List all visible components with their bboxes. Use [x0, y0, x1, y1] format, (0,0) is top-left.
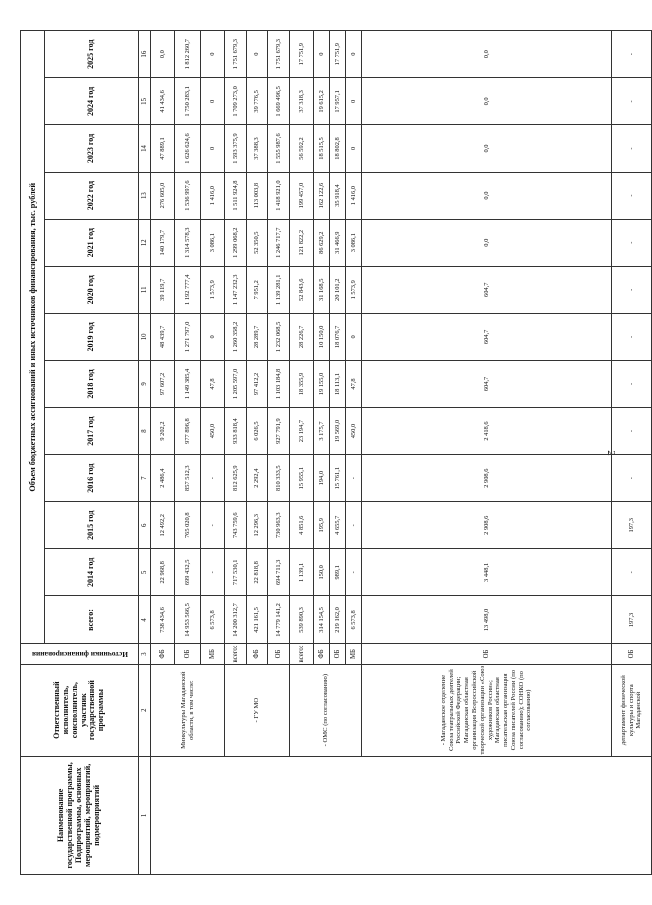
- year-value-cell: 52 350,5: [247, 219, 268, 266]
- year-value-cell: -: [612, 78, 652, 125]
- year-value-cell: 717 530,1: [225, 549, 247, 596]
- year-value-cell: 810 333,5: [268, 455, 290, 502]
- total-cell: 314 154,5: [314, 596, 330, 644]
- year-value-cell: -: [612, 266, 652, 313]
- total-cell: 6 573,8: [201, 596, 225, 644]
- year-value-cell: 47,8: [201, 360, 225, 407]
- source-cell: ОБ: [362, 644, 612, 664]
- source-cell: ОБ: [330, 644, 346, 664]
- year-value-cell: 113 003,8: [247, 172, 268, 219]
- header-name: Наименование государственной программы, Подпрограммы, основных мероприятий, мероприятий, подмероприятий: [21, 756, 139, 874]
- year-value-cell: 1 751 679,3: [268, 31, 290, 78]
- executor-cell: - ОМС (по согласованию): [290, 664, 362, 756]
- year-value-cell: -: [346, 502, 362, 549]
- year-value-cell: 3 175,7: [314, 408, 330, 455]
- table-row: [362, 31, 612, 875]
- total-cell: 219 162,0: [330, 596, 346, 644]
- year-value-cell: 0: [201, 125, 225, 172]
- year-value-cell: 1 669 496,5: [268, 78, 290, 125]
- column-number: 11: [139, 266, 151, 313]
- year-value-cell: 812 625,9: [225, 455, 247, 502]
- year-value-cell: 35 918,4: [330, 172, 346, 219]
- year-value-cell: 19 569,0: [330, 408, 346, 455]
- year-value-cell: 1 812 260,7: [175, 31, 201, 78]
- column-number: 8: [139, 408, 151, 455]
- year-value-cell: 1 260 358,2: [225, 313, 247, 360]
- year-value-cell: 162 122,6: [314, 172, 330, 219]
- year-value-cell: 0,0: [362, 172, 612, 219]
- header-year: 2014 год: [45, 549, 139, 596]
- funding-table: [20, 30, 652, 875]
- executor-cell: - ГУ МО: [225, 664, 290, 756]
- year-value-cell: 37 318,3: [290, 78, 314, 125]
- year-value-cell: -: [612, 455, 652, 502]
- year-value-cell: 17 957,1: [330, 78, 346, 125]
- year-value-cell: -: [612, 172, 652, 219]
- table-row: [151, 31, 175, 875]
- year-value-cell: 765 020,8: [175, 502, 201, 549]
- year-value-cell: 2 908,6: [362, 502, 612, 549]
- source-cell: всего:: [290, 644, 314, 664]
- year-value-cell: 18 076,7: [330, 313, 346, 360]
- year-value-cell: 1 418 921,0: [268, 172, 290, 219]
- column-number: 5: [139, 549, 151, 596]
- year-value-cell: 28 289,7: [247, 313, 268, 360]
- year-value-cell: 18 355,9: [290, 360, 314, 407]
- table-row: [290, 31, 314, 875]
- header-year: 2025 год: [45, 31, 139, 78]
- year-value-cell: 604,7: [362, 266, 612, 313]
- year-value-cell: 989,1: [330, 549, 346, 596]
- year-value-cell: 1 750 283,1: [175, 78, 201, 125]
- year-value-cell: 1 536 997,6: [175, 172, 201, 219]
- year-value-cell: 86 629,2: [314, 219, 330, 266]
- year-value-cell: 276 605,0: [151, 172, 175, 219]
- year-value-cell: 1 299 068,2: [225, 219, 247, 266]
- year-value-cell: 699 432,5: [175, 549, 201, 596]
- year-value-cell: 37 388,3: [247, 125, 268, 172]
- year-value-cell: -: [612, 360, 652, 407]
- year-value-cell: 17 751,9: [290, 31, 314, 78]
- year-value-cell: 197,3: [612, 502, 652, 549]
- year-value-cell: -: [612, 408, 652, 455]
- year-value-cell: 977 896,8: [175, 408, 201, 455]
- year-value-cell: 19 155,0: [314, 360, 330, 407]
- source-cell: всего:: [225, 644, 247, 664]
- column-number: 13: [139, 172, 151, 219]
- year-value-cell: 2 908,6: [362, 455, 612, 502]
- year-value-cell: 1 271 797,0: [175, 313, 201, 360]
- column-number: 14: [139, 125, 151, 172]
- year-value-cell: 0: [201, 313, 225, 360]
- header-year: 2019 год: [45, 313, 139, 360]
- year-value-cell: 0: [346, 125, 362, 172]
- year-value-cell: 2 292,4: [247, 455, 268, 502]
- year-value-cell: 743 759,6: [225, 502, 247, 549]
- year-value-cell: 1 709 273,0: [225, 78, 247, 125]
- year-value-cell: 0: [201, 78, 225, 125]
- year-value-cell: -: [346, 455, 362, 502]
- year-value-cell: 2 418,6: [362, 408, 612, 455]
- executor-cell: департамент физической культуры и спорта Магаданской: [612, 664, 652, 756]
- year-value-cell: -: [612, 125, 652, 172]
- source-cell: ФБ: [151, 644, 175, 664]
- year-value-cell: 22 818,8: [247, 549, 268, 596]
- year-value-cell: 48 439,7: [151, 313, 175, 360]
- year-value-cell: 1 416,0: [201, 172, 225, 219]
- total-cell: 738 434,6: [151, 596, 175, 644]
- executor-cell: Минкультуры Магаданской области, в том числе:: [151, 664, 225, 756]
- year-value-cell: 0,0: [362, 125, 612, 172]
- column-number: 2: [139, 664, 151, 756]
- total-cell: 6 573,8: [346, 596, 362, 644]
- year-value-cell: 1 139,1: [290, 549, 314, 596]
- year-value-cell: 7 951,2: [247, 266, 268, 313]
- year-value-cell: 195,9: [314, 502, 330, 549]
- year-value-cell: 1 149 385,4: [175, 360, 201, 407]
- year-value-cell: 4 655,7: [330, 502, 346, 549]
- year-value-cell: 0: [346, 313, 362, 360]
- year-value-cell: 15 761,1: [330, 455, 346, 502]
- year-value-cell: 10 150,0: [314, 313, 330, 360]
- header-year: 2024 год: [45, 78, 139, 125]
- year-value-cell: 857 512,3: [175, 455, 201, 502]
- year-value-cell: 1 232 068,5: [268, 313, 290, 360]
- column-number: 15: [139, 78, 151, 125]
- table-row: [225, 31, 247, 875]
- header-year: 2020 год: [45, 266, 139, 313]
- column-number: 7: [139, 455, 151, 502]
- funding-table-page: [20, 30, 643, 875]
- executor-cell: - Магаданское отделение Союза театральных деятелей Российской Федерации; Магаданская областная организация Всероссийской творческой организации «Союз художников России»; Магаданская областная писательская организация Союза писателей России (по согласованию); СОНКО (по согласованию): [362, 664, 612, 756]
- source-cell: ФБ: [247, 644, 268, 664]
- year-value-cell: 1 555 987,6: [268, 125, 290, 172]
- year-value-cell: 0: [314, 31, 330, 78]
- year-value-cell: 121 822,2: [290, 219, 314, 266]
- year-value-cell: 694 711,3: [268, 549, 290, 596]
- year-value-cell: 1 511 924,8: [225, 172, 247, 219]
- year-value-cell: 9 202,2: [151, 408, 175, 455]
- year-value-cell: 730 963,3: [268, 502, 290, 549]
- year-value-cell: -: [201, 502, 225, 549]
- column-number: 9: [139, 360, 151, 407]
- total-cell: 14 200 312,7: [225, 596, 247, 644]
- year-value-cell: 17 751,9: [330, 31, 346, 78]
- header-funding-title: Объем бюджетных ассигнований и иных источников финансирования, тыс. рублей: [21, 31, 45, 645]
- year-value-cell: 28 226,7: [290, 313, 314, 360]
- header-year: 2022 год: [45, 172, 139, 219]
- year-value-cell: 1 626 624,6: [175, 125, 201, 172]
- year-value-cell: 15 955,1: [290, 455, 314, 502]
- year-value-cell: 3 086,1: [346, 219, 362, 266]
- total-cell: 197,3: [612, 596, 652, 644]
- year-value-cell: 41 434,6: [151, 78, 175, 125]
- header-year: 2015 год: [45, 502, 139, 549]
- year-value-cell: 47,8: [346, 360, 362, 407]
- header-year: 2018 год: [45, 360, 139, 407]
- year-value-cell: 12 296,3: [247, 502, 268, 549]
- total-cell: 421 161,5: [247, 596, 268, 644]
- header-year: 2016 год: [45, 455, 139, 502]
- year-value-cell: 20 101,2: [330, 266, 346, 313]
- total-cell: 14 779 141,2: [268, 596, 290, 644]
- year-value-cell: 19 615,2: [314, 78, 330, 125]
- year-value-cell: 1 314 578,3: [175, 219, 201, 266]
- table-row: [612, 31, 652, 875]
- year-value-cell: 3 086,1: [201, 219, 225, 266]
- page-number: 2: [605, 450, 617, 456]
- header-year: 2021 год: [45, 219, 139, 266]
- year-value-cell: 199 457,0: [290, 172, 314, 219]
- year-value-cell: 97 607,2: [151, 360, 175, 407]
- program-name-cell: [151, 756, 652, 874]
- year-value-cell: 1 573,9: [201, 266, 225, 313]
- year-value-cell: 31 466,9: [330, 219, 346, 266]
- year-value-cell: 604,7: [362, 360, 612, 407]
- year-value-cell: 3 448,1: [362, 549, 612, 596]
- year-value-cell: 18 113,1: [330, 360, 346, 407]
- year-value-cell: 4 851,6: [290, 502, 314, 549]
- year-value-cell: 0,0: [362, 219, 612, 266]
- year-value-cell: 0,0: [362, 78, 612, 125]
- year-value-cell: 31 168,5: [314, 266, 330, 313]
- year-value-cell: 450,0: [201, 408, 225, 455]
- year-value-cell: 604,7: [362, 313, 612, 360]
- year-value-cell: 2 486,4: [151, 455, 175, 502]
- source-cell: ОБ: [268, 644, 290, 664]
- year-value-cell: 0: [346, 78, 362, 125]
- year-value-cell: -: [612, 219, 652, 266]
- header-source: Источники финансирования: [21, 644, 139, 664]
- year-value-cell: 1 573,9: [346, 266, 362, 313]
- year-value-cell: 0: [346, 31, 362, 78]
- header-year: 2023 год: [45, 125, 139, 172]
- year-value-cell: -: [612, 31, 652, 78]
- column-number: 6: [139, 502, 151, 549]
- year-value-cell: 39 776,5: [247, 78, 268, 125]
- year-value-cell: 22 968,8: [151, 549, 175, 596]
- column-number: 1: [139, 756, 151, 874]
- year-value-cell: 97 412,2: [247, 360, 268, 407]
- total-cell: 14 953 566,5: [175, 596, 201, 644]
- source-cell: ФБ: [314, 644, 330, 664]
- year-value-cell: 0,0: [151, 31, 175, 78]
- column-number: 4: [139, 596, 151, 644]
- year-value-cell: 927 791,9: [268, 408, 290, 455]
- year-value-cell: 1 192 777,4: [175, 266, 201, 313]
- year-value-cell: 450,0: [346, 408, 362, 455]
- source-cell: ОБ: [175, 644, 201, 664]
- year-value-cell: 47 889,1: [151, 125, 175, 172]
- year-value-cell: 1 246 717,7: [268, 219, 290, 266]
- source-cell: МБ: [346, 644, 362, 664]
- year-value-cell: 1 103 184,8: [268, 360, 290, 407]
- year-value-cell: 39 119,7: [151, 266, 175, 313]
- year-value-cell: -: [346, 549, 362, 596]
- year-value-cell: 194,0: [314, 455, 330, 502]
- year-value-cell: -: [201, 455, 225, 502]
- total-cell: 13 498,0: [362, 596, 612, 644]
- year-value-cell: 140 179,7: [151, 219, 175, 266]
- year-value-cell: 0: [247, 31, 268, 78]
- column-number: 3: [139, 644, 151, 664]
- header-executor: Ответственный исполнитель, соисполнитель, участник государственной программы: [21, 664, 139, 756]
- year-value-cell: 52 843,6: [290, 266, 314, 313]
- year-value-cell: 1 593 375,9: [225, 125, 247, 172]
- year-value-cell: 6 026,5: [247, 408, 268, 455]
- year-value-cell: 1 139 281,1: [268, 266, 290, 313]
- year-value-cell: 18 515,5: [314, 125, 330, 172]
- source-cell: МБ: [201, 644, 225, 664]
- year-value-cell: 933 818,4: [225, 408, 247, 455]
- year-value-cell: 1 751 679,3: [225, 31, 247, 78]
- header-year: 2017 год: [45, 408, 139, 455]
- year-value-cell: 18 802,8: [330, 125, 346, 172]
- year-value-cell: 0: [201, 31, 225, 78]
- column-number: 12: [139, 219, 151, 266]
- column-number: 10: [139, 313, 151, 360]
- year-value-cell: 56 592,2: [290, 125, 314, 172]
- source-cell: ОБ: [612, 644, 652, 664]
- year-value-cell: 0,0: [362, 31, 612, 78]
- year-value-cell: 12 492,2: [151, 502, 175, 549]
- year-value-cell: -: [612, 313, 652, 360]
- header-total: всего:: [45, 596, 139, 644]
- total-cell: 539 890,3: [290, 596, 314, 644]
- year-value-cell: -: [612, 549, 652, 596]
- column-number: 16: [139, 31, 151, 78]
- year-value-cell: 1 416,0: [346, 172, 362, 219]
- year-value-cell: -: [201, 549, 225, 596]
- year-value-cell: 1 147 232,3: [225, 266, 247, 313]
- year-value-cell: 23 194,7: [290, 408, 314, 455]
- year-value-cell: 1 205 597,0: [225, 360, 247, 407]
- year-value-cell: 150,0: [314, 549, 330, 596]
